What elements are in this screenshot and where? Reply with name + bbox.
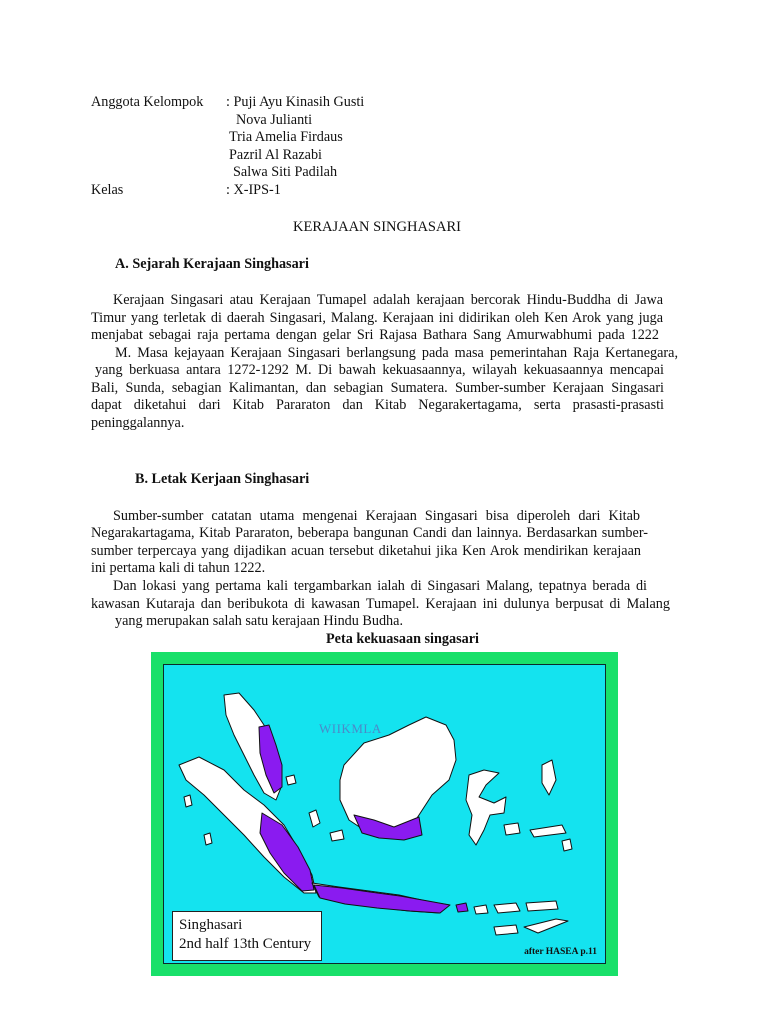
- territory-bali: [456, 903, 468, 912]
- land-flores: [526, 901, 558, 911]
- member-name-2: Nova Julianti: [236, 112, 313, 128]
- land-belitung: [330, 830, 344, 841]
- section-a-line-3: menjabat sebagai raja pertama dengan gelar Sri Rajasa Bathara Sang Amurwabhumi pada 1222: [91, 327, 659, 343]
- map-legend: [172, 911, 322, 961]
- member-name-5: Salwa Siti Padilah: [233, 164, 338, 180]
- land-moluccas-south: [562, 839, 572, 851]
- section-b-line-6: kawasan Kutaraja dan beribukota di kawasan Tumapel. Kerajaan ini dulunya berpusat di Malang: [91, 596, 670, 612]
- section-b-line-4: ini pertama kali di tahun 1222.: [91, 560, 266, 576]
- map-watermark: WIIKMLA: [319, 721, 382, 736]
- legend-period: 2nd half 13th Century: [179, 936, 312, 952]
- kelas-value: : X-IPS-1: [226, 182, 281, 198]
- section-a-line-6: Bali, Sunda, sebagian Kalimantan, dan sebagian Sumatera. Sumber-sumber Kerajaan Singasari: [91, 380, 664, 396]
- section-a-line-4: M. Masa kejayaan Kerajaan Singasari berlangsung pada masa pemerintahan Raja Kertanegara,: [115, 345, 678, 361]
- land-seram: [530, 825, 566, 837]
- land-bangka: [309, 810, 320, 827]
- section-a-line-7: dapat diketahui dari Kitab Pararaton dan Kitab Negarakertagama, serta prasasti-prasasti: [91, 397, 664, 413]
- section-a-heading: A. Sejarah Kerajaan Singhasari: [115, 256, 309, 272]
- section-b-line-7: yang merupakan salah satu kerajaan Hindu Budha.: [115, 613, 403, 629]
- member-name-4: Pazril Al Razabi: [229, 147, 322, 163]
- section-b-line-3: sumber terpercaya yang dijadikan acuan tersebut diketahui jika Ken Arok mendirikan kerajaan: [91, 543, 641, 559]
- map-caption: Peta kekuasaan singasari: [326, 631, 479, 647]
- land-riau: [286, 775, 296, 785]
- section-b-line-1: Sumber-sumber catatan utama mengenai Kerajaan Singasari bisa diperoleh dari Kitab: [113, 508, 640, 524]
- section-a-line-1: Kerajaan Singasari atau Kerajaan Tumapel adalah kerajaan bercorak Hindu-Buddha di Jawa: [113, 292, 663, 308]
- section-a-line-5: yang berkuasa antara 1272-1292 M. Di bawah kekuasaannya, wilayah kekuasaannya mencapai: [95, 362, 664, 378]
- land-mentawai: [204, 833, 212, 845]
- member-name-3: Tria Amelia Firdaus: [229, 129, 343, 145]
- land-lombok: [474, 905, 488, 914]
- section-a-line-2: Timur yang terletak di daerah Singasari, Malang. Kerajaan ini didirikan oleh Ken Arok yang juga: [91, 310, 663, 326]
- section-b-line-2: Negarakartagama, Kitab Pararaton, beberapa bangunan Candi dan lainnya. Berdasarkan sumber-: [91, 525, 648, 541]
- members-label: Anggota Kelompok: [91, 94, 204, 110]
- territory-java: [314, 885, 450, 913]
- land-timor: [524, 919, 568, 933]
- land-sumbawa: [494, 903, 520, 913]
- land-halmahera: [542, 760, 556, 795]
- kelas-label: Kelas: [91, 182, 124, 198]
- map-sea: [163, 664, 606, 964]
- map-credit: after HASEA p.11: [524, 947, 597, 957]
- land-buru: [504, 823, 520, 835]
- section-b-line-5: Dan lokasi yang pertama kali tergambarkan ialah di Singasari Malang, tepatnya berada di: [113, 578, 647, 594]
- map-figure: [151, 652, 618, 976]
- land-sumba: [494, 925, 518, 935]
- land-sulawesi: [466, 770, 506, 845]
- page-title: KERAJAAN SINGHASARI: [293, 219, 461, 235]
- land-nias: [184, 795, 192, 807]
- section-b-heading: B. Letak Kerjaan Singhasari: [135, 471, 310, 487]
- legend-title: Singhasari: [179, 917, 243, 933]
- member-name-1: : Puji Ayu Kinasih Gusti: [226, 94, 365, 110]
- section-a-line-8: peninggalannya.: [91, 415, 185, 431]
